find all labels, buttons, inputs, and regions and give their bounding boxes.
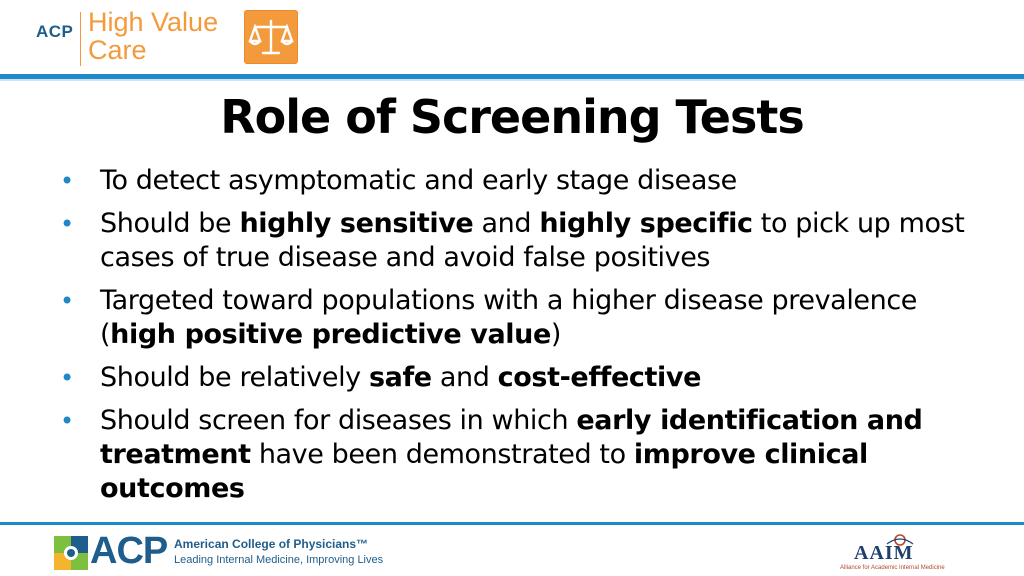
bullet-bold: highly sensitive bbox=[239, 208, 474, 239]
bullet-text: to pick up most cases of true disease and avoid false positives bbox=[100, 208, 965, 273]
bullet-list bbox=[56, 164, 976, 515]
bullet-bold: early identification and treatment bbox=[100, 405, 923, 470]
slide-title: Role of Screening Tests bbox=[220, 90, 804, 144]
acp-footer-logo bbox=[54, 530, 384, 572]
acp-emblem-icon bbox=[54, 536, 88, 570]
bullet-dot-icon: • bbox=[60, 407, 74, 435]
bullet-text: Should be relatively bbox=[100, 362, 369, 393]
bullet-bold: highly specific bbox=[539, 208, 753, 239]
bullet-text: Should be bbox=[100, 208, 240, 239]
bullet-item-4 bbox=[56, 361, 976, 395]
bullet-dot-icon: • bbox=[60, 167, 74, 195]
acp-tagline: Leading Internal Medicine, Improving Lives bbox=[174, 554, 384, 566]
logo-divider bbox=[80, 12, 81, 66]
bullet-text: Targeted toward populations with a higher disease prevalence ( bbox=[100, 285, 918, 350]
bullet-text: To detect asymptomatic and early stage disease bbox=[100, 165, 737, 196]
bullet-dot-icon: • bbox=[60, 364, 74, 392]
aaim-subtitle: Alliance for Academic Internal Medicine bbox=[840, 565, 945, 571]
bullet-bold: improve clinical outcomes bbox=[100, 439, 868, 504]
bullet-item-2 bbox=[56, 207, 976, 275]
bullet-dot-icon: • bbox=[60, 210, 74, 238]
aaim-wordmark: AAIM bbox=[854, 542, 914, 564]
bullet-bold: high positive predictive value bbox=[110, 319, 551, 350]
bullet-text: ) bbox=[550, 319, 562, 350]
scales-icon bbox=[244, 10, 298, 64]
logo-acp-text: ACP bbox=[36, 22, 74, 41]
bullet-item-5 bbox=[56, 404, 976, 506]
bullet-text: have been demonstrated to bbox=[250, 439, 634, 470]
footer-rule bbox=[0, 522, 1024, 525]
header-rule-shadow bbox=[0, 79, 1024, 81]
bullet-item-1 bbox=[56, 164, 976, 198]
bullet-dot-icon: • bbox=[60, 287, 74, 315]
bullet-bold: safe bbox=[368, 362, 432, 393]
bullet-item-3 bbox=[56, 284, 976, 352]
high-value-care-logo bbox=[30, 8, 310, 68]
aaim-logo bbox=[830, 532, 970, 574]
bullet-bold: cost-effective bbox=[497, 362, 702, 393]
acp-org-name: American College of Physicians™ bbox=[174, 537, 369, 551]
bullet-text: Should screen for diseases in which bbox=[100, 405, 577, 436]
acp-footer-letters: ACP bbox=[90, 530, 168, 572]
bullet-text: and bbox=[431, 362, 498, 393]
logo-care: Care bbox=[88, 35, 147, 65]
logo-high-value: High Value bbox=[88, 7, 219, 37]
bullet-text: and bbox=[473, 208, 540, 239]
